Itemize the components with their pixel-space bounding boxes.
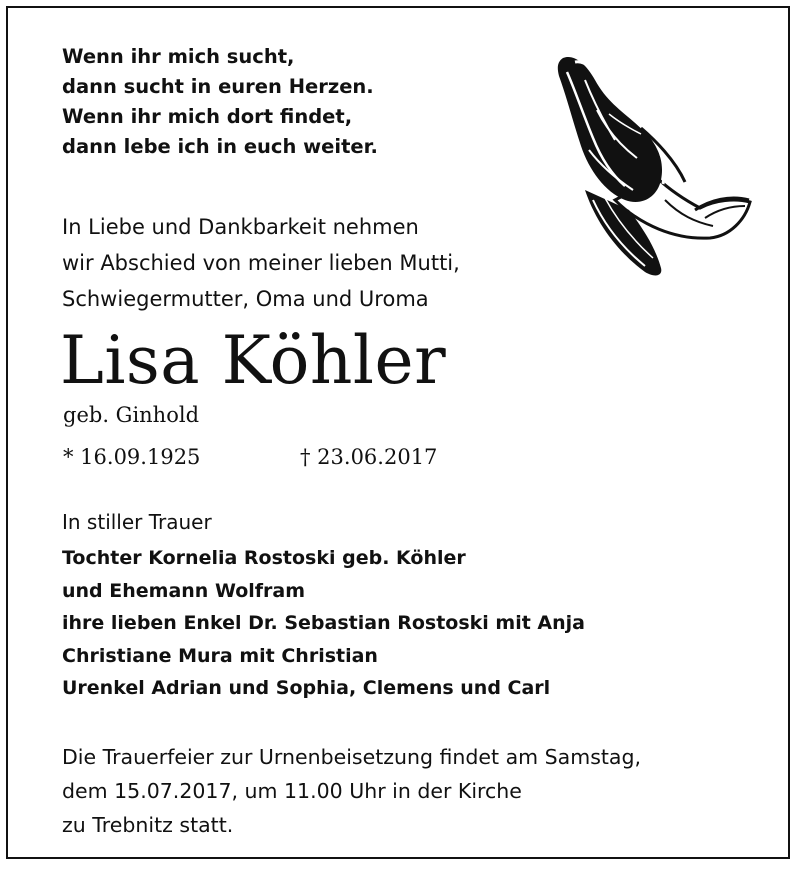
praying-hands-icon — [545, 50, 755, 282]
mourner-line: Christiane Mura mit Christian — [62, 644, 378, 667]
deceased-name: Lisa Köhler — [60, 322, 447, 399]
intro-line: Schwiegermutter, Oma und Uroma — [62, 287, 429, 311]
mourners-list — [62, 542, 585, 705]
verse-line: dann lebe ich in euch weiter. — [62, 135, 378, 158]
service-line: dem 15.07.2017, um 11.00 Uhr in der Kirche — [62, 779, 522, 803]
birth-date: * 16.09.1925 — [63, 445, 201, 469]
service-info — [62, 740, 641, 842]
mourner-line: Tochter Kornelia Rostoski geb. Köhler — [62, 547, 466, 569]
verse-line: dann sucht in euren Herzen. — [62, 75, 374, 98]
mourner-line: Urenkel Adrian und Sophia, Clemens und Carl — [62, 677, 551, 699]
mourner-line: und Ehemann Wolfram — [62, 579, 306, 602]
mourning-heading: In stiller Trauer — [62, 510, 212, 534]
birth-name: geb. Ginhold — [63, 403, 200, 427]
verse-line: Wenn ihr mich sucht, — [62, 45, 295, 68]
death-date: † 23.06.2017 — [300, 445, 438, 469]
intro — [62, 209, 460, 317]
intro-line: In Liebe und Dankbarkeit nehmen — [62, 215, 419, 239]
service-line: zu Trebnitz statt. — [62, 813, 234, 837]
intro-line: wir Abschied von meiner lieben Mutti, — [62, 251, 460, 275]
mourner-line: ihre lieben Enkel Dr. Sebastian Rostoski mit Anja — [62, 612, 585, 634]
verse-line: Wenn ihr mich dort findet, — [62, 105, 353, 128]
service-line: Die Trauerfeier zur Urnenbeisetzung findet am Samstag, — [62, 745, 642, 769]
verse — [62, 42, 378, 162]
